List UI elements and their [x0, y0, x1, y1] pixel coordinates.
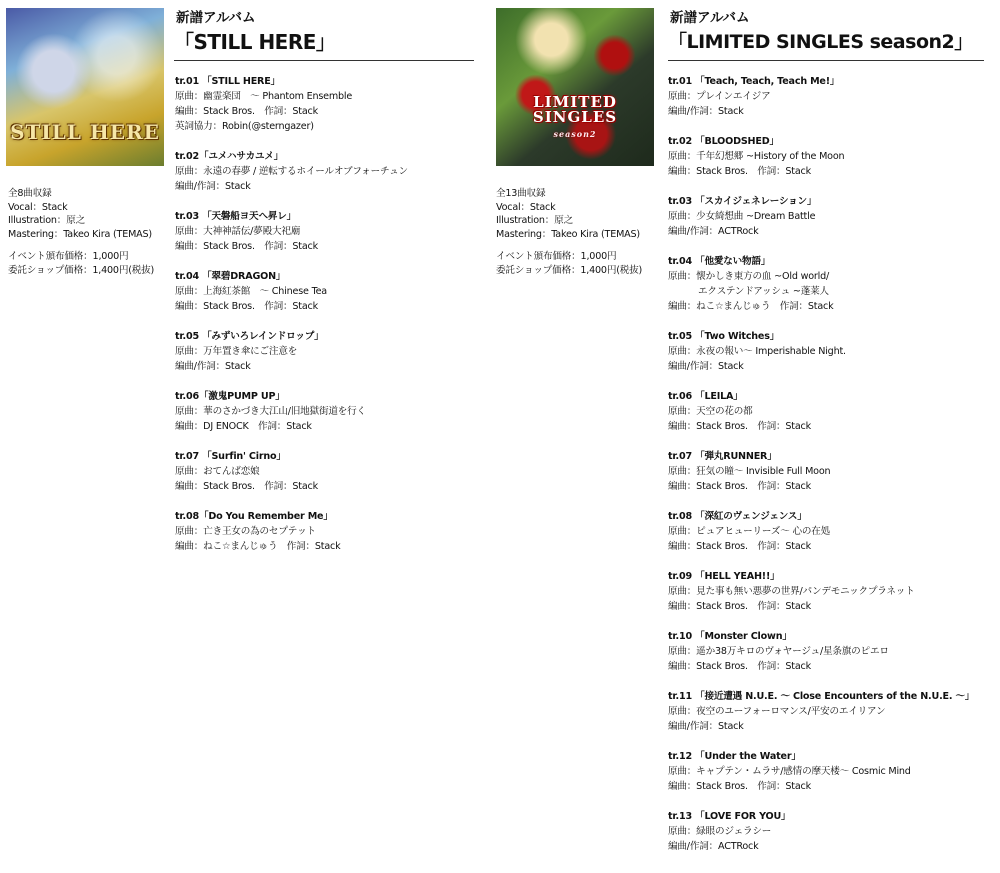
track-item: [668, 134, 974, 179]
track-credit-line: 原曲：キャプテン・ムラサ/感情の摩天楼～ Cosmic Mind: [668, 766, 911, 777]
track-credit-line: 編曲/作詞：Stack: [175, 181, 251, 192]
track-credit-line: 編曲/作詞：Stack: [668, 721, 744, 732]
track-credit-line: 編曲/作詞：Stack: [668, 361, 744, 372]
album-cover-image: [6, 8, 164, 166]
track-credit-line: 原曲：天空の花の都: [668, 406, 753, 417]
track-credit-line: 原曲：夜空のユーフォーロマンス/平安のエイリアン: [668, 706, 886, 717]
track-item: [668, 569, 974, 614]
shop-price: 委託ショップ価格：1,400円(税抜): [496, 264, 643, 276]
track-item: [175, 149, 408, 194]
track-credit-line: 原曲：華のさかづき大江山/旧地獄街道を行く: [175, 406, 366, 417]
track-item: [668, 329, 974, 374]
album-info: [496, 187, 656, 277]
track-credit-line: 原曲：ピュアヒューリーズ～ 心の在処: [668, 526, 831, 537]
track-credit-line: 編曲/作詞：Stack: [175, 361, 251, 372]
track-item: [668, 194, 974, 239]
track-credit-line: 原曲：亡き王女の為のセプテット: [175, 526, 316, 537]
cover-logo-text: LIMITED SINGLES: [532, 93, 618, 126]
track-item: [175, 329, 408, 374]
track-item: [175, 449, 408, 494]
cover-logo-sub: season2: [553, 129, 597, 139]
track-credit-line: 英詞協力：Robin(@sterngazer): [175, 121, 314, 132]
track-item: [175, 509, 408, 554]
track-item: [175, 74, 408, 134]
new-album-label: 新譜アルバム: [176, 10, 256, 26]
track-credit-line: 編曲/作詞：Stack: [668, 106, 744, 117]
track-title: tr.09 「HELL YEAH!!」: [668, 571, 780, 582]
illustration-credit: Illustration：原之: [8, 215, 85, 226]
track-item: [668, 749, 974, 794]
track-item: [175, 209, 408, 254]
track-item: [668, 74, 974, 119]
track-credit-line: 原曲：大神神話伝/夢殿大祀廟: [175, 226, 301, 237]
cover-logo: STILL HERE: [10, 120, 160, 144]
track-credit-line: 原曲：幽霊楽団 ～ Phantom Ensemble: [175, 91, 353, 102]
shop-price: 委託ショップ価格：1,400円(税抜): [8, 264, 155, 276]
track-credit-line: 編曲：Stack Bros. 作詞：Stack: [175, 301, 318, 312]
track-credit-line: 原曲：永夜の報い～ Imperishable Night.: [668, 346, 846, 357]
track-credit-line: 編曲：Stack Bros. 作詞：Stack: [175, 481, 318, 492]
track-list: [668, 74, 974, 869]
illustration-credit: Illustration：原之: [496, 215, 573, 226]
track-credit-line: 編曲：Stack Bros. 作詞：Stack: [668, 166, 811, 177]
track-item: [668, 809, 974, 854]
track-credit-line: 原曲：見た事も無い悪夢の世界/パンデモニックプラネット: [668, 586, 915, 597]
track-credit-line: 原曲：懐かしき東方の血 ~Old world/: [668, 271, 830, 282]
new-album-label: 新譜アルバム: [670, 10, 750, 26]
track-count: 全13曲収録: [496, 188, 546, 199]
track-credit-line: 編曲：Stack Bros. 作詞：Stack: [668, 481, 811, 492]
track-item: [668, 689, 974, 734]
track-credit-line: 原曲：永遠の春夢 / 逆転するホイールオブフォーチュン: [175, 166, 408, 177]
track-title: tr.04 「他愛ない物語」: [668, 256, 771, 267]
track-credit-line: 原曲：緑眼のジェラシー: [668, 826, 772, 837]
track-item: [175, 389, 408, 434]
track-credit-line: 編曲：Stack Bros. 作詞：Stack: [668, 661, 811, 672]
track-title: tr.10 「Monster Clown」: [668, 631, 792, 642]
track-credit-line: 編曲/作詞：ACTRock: [668, 841, 759, 852]
track-credit-line: 編曲：Stack Bros. 作詞：Stack: [175, 241, 318, 252]
track-title: tr.07 「Surfin' Cirno」: [175, 451, 286, 462]
track-credit-line: 原曲：万年置き傘にご注意を: [175, 346, 298, 357]
track-title: tr.02 「BLOODSHED」: [668, 136, 779, 147]
track-title: tr.13 「LOVE FOR YOU」: [668, 811, 791, 822]
cover-logo: [496, 95, 654, 142]
track-item: [668, 629, 974, 674]
track-credit-line: 原曲：狂気の瞳～ Invisible Full Moon: [668, 466, 831, 477]
track-item: [668, 449, 974, 494]
track-count: 全8曲収録: [8, 188, 52, 199]
mastering-credit: Mastering：Takeo Kira (TEMAS): [8, 228, 152, 240]
track-title: tr.01 「Teach, Teach, Teach Me!」: [668, 76, 840, 87]
track-title: tr.03 「スカイジェネレーション」: [668, 196, 817, 207]
event-price: イベント頒布価格：1,000円: [496, 251, 617, 262]
album-title: 「STILL HERE」: [174, 28, 474, 61]
track-credit-line: 編曲/作詞：ACTRock: [668, 226, 759, 237]
vocal-credit: Vocal：Stack: [496, 201, 556, 213]
track-credit-line: 編曲：ねこ☆まんじゅう 作詞：Stack: [668, 301, 834, 312]
album-header: [668, 8, 984, 61]
track-credit-line: 編曲：Stack Bros. 作詞：Stack: [668, 601, 811, 612]
track-credit-line: 編曲：Stack Bros. 作詞：Stack: [668, 781, 811, 792]
track-title: tr.02「ユメハサカユメ」: [175, 151, 284, 162]
track-credit-line: 原曲：プレインエイジア: [668, 91, 771, 102]
track-title: tr.05 「Two Witches」: [668, 331, 780, 342]
track-credit-line: 編曲：Stack Bros. 作詞：Stack: [668, 541, 811, 552]
track-item: [175, 269, 408, 314]
track-credit-line: 編曲：DJ ENOCK 作詞：Stack: [175, 421, 312, 432]
track-title: tr.01 「STILL HERE」: [175, 76, 280, 87]
track-credit-line: 編曲：Stack Bros. 作詞：Stack: [175, 106, 318, 117]
track-title: tr.05 「みずいろレインドロップ」: [175, 331, 324, 342]
album-header: [174, 8, 474, 61]
track-credit-line: 原曲：上海紅茶館 ～ Chinese Tea: [175, 286, 327, 297]
track-credit-line: エクステンドアッシュ ~蓬莱人: [698, 286, 829, 297]
mastering-credit: Mastering：Takeo Kira (TEMAS): [496, 228, 640, 240]
album-title: 「LIMITED SINGLES season2」: [668, 28, 984, 61]
album-info: [8, 187, 168, 277]
track-credit-line: 編曲：ねこ☆まんじゅう 作詞：Stack: [175, 541, 341, 552]
track-title: tr.11 「接近遭遇 N.U.E. ～ Close Encounters of the N.U.E. ～」: [668, 691, 975, 702]
track-credit-line: 原曲：少女綺想曲 ~Dream Battle: [668, 211, 816, 222]
track-title: tr.07 「弾丸RUNNER」: [668, 451, 777, 462]
track-credit-line: 原曲：おてんば恋娘: [175, 466, 260, 477]
track-title: tr.06 「LEILA」: [668, 391, 743, 402]
track-title: tr.04 「翠碧DRAGON」: [175, 271, 286, 282]
track-item: [668, 389, 974, 434]
track-item: [668, 509, 974, 554]
track-title: tr.08「Do You Remember Me」: [175, 511, 333, 522]
event-price: イベント頒布価格：1,000円: [8, 251, 129, 262]
track-item: [668, 254, 974, 314]
vocal-credit: Vocal：Stack: [8, 201, 68, 213]
track-list: [175, 74, 408, 569]
track-title: tr.08 「深紅のヴェンジェンス」: [668, 511, 807, 522]
track-title: tr.03 「天磐船ヨ天へ昇レ」: [175, 211, 297, 222]
album-cover-image: [496, 8, 654, 166]
track-title: tr.06「激鬼PUMP UP」: [175, 391, 285, 402]
track-credit-line: 編曲：Stack Bros. 作詞：Stack: [668, 421, 811, 432]
track-credit-line: 原曲：千年幻想郷 ~History of the Moon: [668, 151, 845, 162]
track-title: tr.12 「Under the Water」: [668, 751, 801, 762]
track-credit-line: 原曲：遥か38万キロのヴォヤージュ/星条旗のピエロ: [668, 646, 889, 657]
